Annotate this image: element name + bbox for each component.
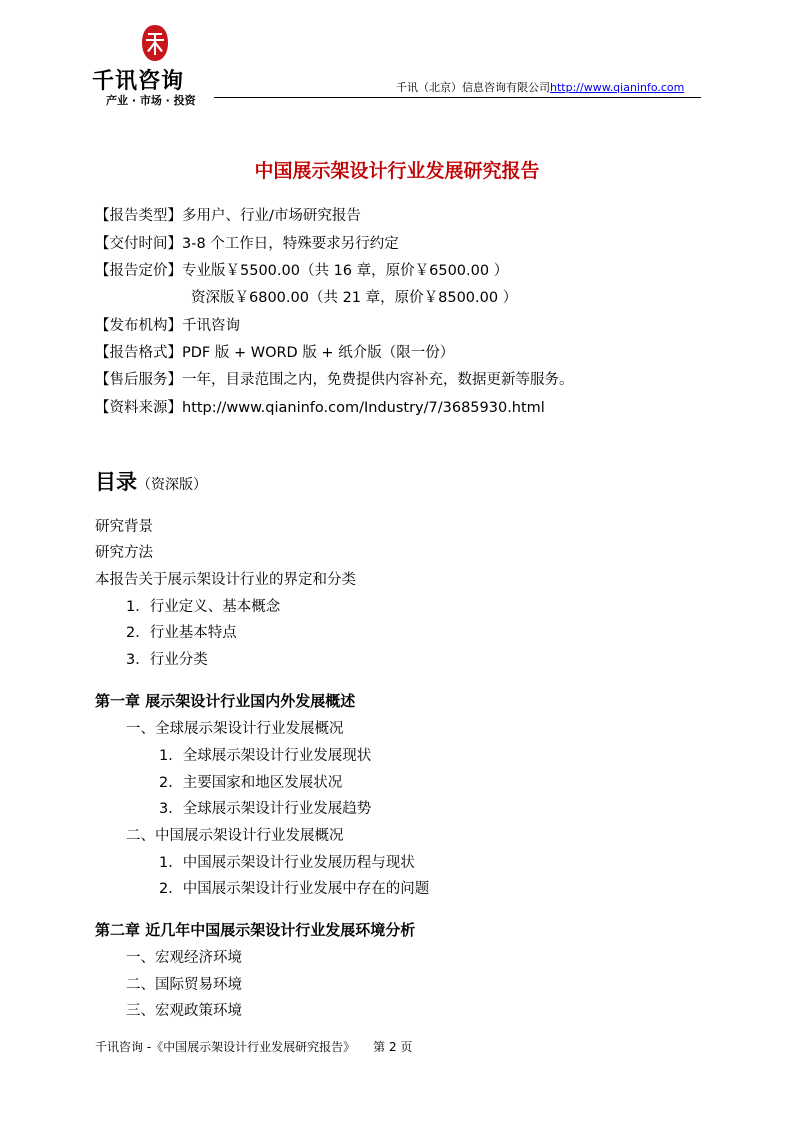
chapter-2-title: 第二章 近几年中国展示架设计行业发展环境分析 [95,921,416,939]
toc-section: 一、全球展示架设计行业发展概况 [126,721,344,737]
toc-entry: 本报告关于展示架设计行业的界定和分类 [95,572,356,588]
toc-subentry: 1．全球展示架设计行业发展现状 [159,748,372,764]
logo-name: 千讯咨询 [92,69,185,94]
footer-text: 千讯咨询 -《中国展示架设计行业发展研究报告》 [95,1040,356,1054]
company-name: 千讯（北京）信息咨询有限公司 [396,81,550,94]
toc-section: 三、宏观政策环境 [126,1003,242,1019]
toc-section: 二、中国展示架设计行业发展概况 [126,828,344,844]
toc-entry: 研究方法 [95,545,153,561]
company-url-link[interactable]: http://www.qianinfo.com [550,81,685,94]
toc-subentry: 2．行业基本特点 [126,625,237,641]
toc-section: 一、宏观经济环境 [126,950,242,966]
header-info [396,79,684,95]
meta-price-senior: 资深版￥6800.00（共 21 章，原价￥8500.00 ） [191,290,518,306]
toc-subentry: 2．中国展示架设计行业发展中存在的问题 [159,881,430,897]
toc-entry: 研究背景 [95,519,153,535]
header-divider [214,97,701,98]
meta-delivery-time: 【交付时间】3-8 个工作日，特殊要求另行约定 [95,236,399,252]
chapter-1-title: 第一章 展示架设计行业国内外发展概述 [95,692,356,710]
toc-section: 二、国际贸易环境 [126,977,242,993]
meta-price-professional: 【报告定价】专业版￥5500.00（共 16 章，原价￥6500.00 ） [95,263,509,279]
toc-heading: 目录（资深版） [95,470,207,494]
meta-publisher: 【发布机构】千讯咨询 [95,318,240,334]
qianxun-logo-icon [140,24,170,62]
source-link[interactable]: http://www.qianinfo.com/Industry/7/3685930.html [182,400,545,416]
document-title: 中国展示架设计行业发展研究报告 [254,160,540,182]
meta-report-type: 【报告类型】多用户、行业/市场研究报告 [95,208,361,224]
page-number: 第 2 页 [373,1040,413,1054]
logo-tagline: 产业 · 市场 · 投资 [106,94,196,107]
page-footer [95,1038,412,1055]
toc-subentry: 3．行业分类 [126,652,208,668]
meta-after-sales: 【售后服务】一年，目录范围之内，免费提供内容补充，数据更新等服务。 [95,372,574,388]
toc-subentry: 2．主要国家和地区发展状况 [159,775,343,791]
toc-subentry: 3．全球展示架设计行业发展趋势 [159,801,372,817]
toc-subentry: 1．行业定义、基本概念 [126,599,281,615]
meta-source: 【资料来源】http://www.qianinfo.com/Industry/7/3685930.html [95,400,545,416]
meta-format: 【报告格式】PDF 版 + WORD 版 + 纸介版（限一份） [95,345,455,361]
toc-subentry: 1．中国展示架设计行业发展历程与现状 [159,855,415,871]
